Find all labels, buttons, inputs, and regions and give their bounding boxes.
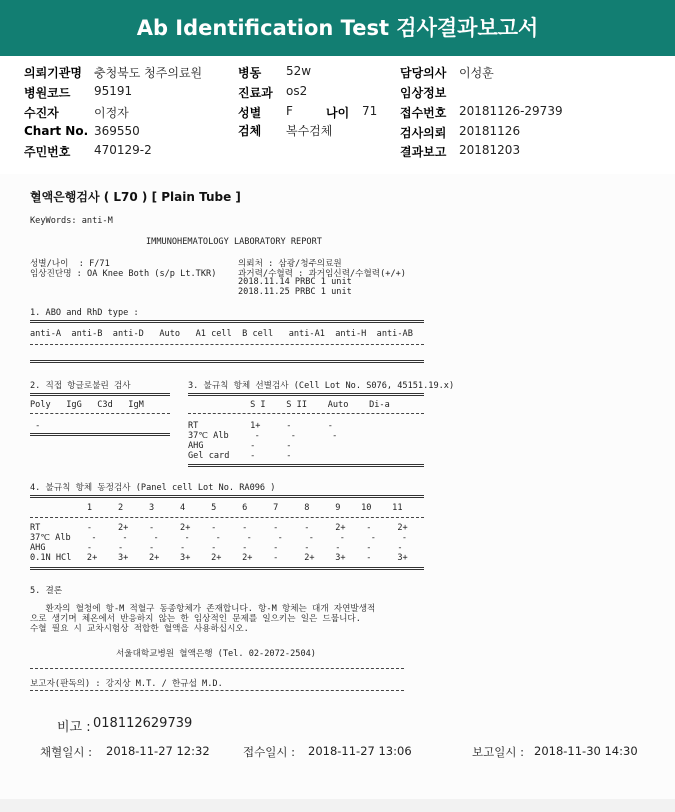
divider (30, 393, 170, 396)
divider (30, 360, 424, 363)
ward-label: 병동 (238, 66, 262, 80)
hospital-code-label: 병원코드 (24, 86, 71, 100)
lab-report-title: IMMUNOHEMATOLOGY LABORATORY REPORT (146, 237, 322, 247)
keywords: KeyWords: anti-M (30, 216, 113, 226)
divider (30, 413, 170, 414)
rrn-label: 주민번호 (24, 145, 71, 159)
reporter-line: 보고자(판독의) : 강지상 M.T. / 한규섭 M.D. (30, 679, 223, 689)
abo-table-header: anti-A anti-B anti-D Auto A1 cell B cell anti-A1 anti-H anti-AB (30, 329, 413, 339)
dept-value: os2 (286, 84, 308, 98)
chart-no-value: 369550 (94, 124, 140, 138)
reported-label: 보고일시 : (472, 745, 524, 759)
divider (30, 668, 404, 669)
dat-table-header: Poly IgG C3d IgM (30, 400, 144, 410)
screen-row: Gel card - - (188, 451, 292, 461)
specimen-label: 검체 (238, 124, 262, 138)
request-date-value: 20181126 (459, 124, 521, 138)
doctor-value: 이성훈 (459, 66, 494, 80)
history-entry: 2018.11.25 PRBC 1 unit (238, 287, 352, 297)
report-banner-title: Ab Identification Test 검사결과보고서 (0, 0, 675, 56)
reported-value: 2018-11-30 14:30 (534, 744, 638, 758)
divider (30, 433, 170, 436)
sex-value: F (286, 104, 293, 118)
history-line: 과거력/수혈력 : 과거임신력/수혈력(+/+) (238, 269, 406, 279)
note-value: 018112629739 (93, 716, 193, 731)
panel-row: 0.1N HCl 2+ 3+ 2+ 3+ 2+ 2+ - 2+ 3+ - 3+ (30, 553, 408, 563)
panel-row: 37℃ Alb - - - - - - - - - - - (30, 533, 407, 543)
divider (30, 567, 424, 570)
screen-row: 37℃ Alb - - - (188, 431, 338, 441)
blood-bank-contact: 서울대학교병원 혈액은행 (Tel. 02-2072-2504) (116, 649, 316, 659)
report-date-label: 결과보고 (400, 145, 447, 159)
divider (30, 690, 404, 691)
received-label: 접수일시 : (243, 745, 295, 759)
hospital-code-value: 95191 (94, 84, 133, 98)
divider (188, 413, 424, 414)
conclusion-text: 으로 생기며 체온에서 반응하지 않는 한 임상적인 문제를 일으키는 일은 드뭅니다. (30, 614, 361, 624)
screen-section-title: 3. 불규칙 항체 선별검사 (Cell Lot No. S076, 45151.19.x) (188, 381, 455, 391)
ward-value: 52w (286, 64, 312, 78)
chart-no-label: Chart No. (24, 124, 89, 138)
scanned-report (0, 174, 675, 799)
doctor-label: 담당의사 (400, 66, 447, 80)
received-value: 2018-11-27 13:06 (308, 744, 412, 758)
note-label: 비고 : (57, 720, 91, 735)
panel-table-header: 1 2 3 4 5 6 7 8 9 10 11 (30, 503, 403, 513)
screen-table-header: S I S II Auto Di-a (188, 400, 390, 410)
sex-age-line: 성별/나이 : F/71 (30, 259, 110, 269)
request-date-label: 검사의뢰 (400, 126, 447, 140)
divider (30, 495, 424, 498)
panel-section-title: 4. 불규칙 항체 동정검사 (Panel cell Lot No. RA096 ) (30, 483, 276, 493)
accession-label: 접수번호 (400, 106, 447, 120)
dat-value: - (30, 421, 41, 431)
patient-header (0, 56, 675, 174)
abo-section-title: 1. ABO and RhD type : (30, 308, 139, 318)
collected-value: 2018-11-27 12:32 (106, 744, 210, 758)
report-title: 혈액은행검사 ( L70 ) [ Plain Tube ] (30, 190, 241, 204)
history-entry: 2018.11.14 PRBC 1 unit (238, 277, 352, 287)
conclusion-title: 5. 결론 (30, 586, 63, 596)
institution-label: 의뢰기관명 (24, 66, 82, 80)
divider (30, 517, 424, 518)
recipient-value: 이정자 (94, 106, 129, 120)
clinical-info-label: 임상정보 (400, 86, 447, 100)
screen-row: RT 1+ - - (188, 421, 333, 431)
conclusion-text: 환자의 혈청에 항-M 적혈구 동종항체가 존재합니다. 항-M 항체는 대개 자연발생적 (30, 604, 376, 614)
screen-row: AHG - - (188, 441, 292, 451)
collected-label: 채혈일시 : (40, 745, 92, 759)
dat-section-title: 2. 직접 항글로불린 검사 (30, 381, 131, 391)
requester-line: 의뢰처 : 삼광/청주의료원 (238, 259, 342, 269)
accession-value: 20181126-29739 (459, 104, 563, 118)
specimen-value: 복수검체 (286, 124, 333, 138)
divider (188, 393, 424, 396)
rrn-value: 470129-2 (94, 143, 152, 157)
diagnosis-line: 임상진단명 : OA Knee Both (s/p Lt.TKR) (30, 269, 217, 279)
age-value: 71 (362, 104, 378, 118)
conclusion-text: 수혈 필요 시 교차시험상 적합한 혈액을 사용하십시오. (30, 624, 249, 634)
sex-label: 성별 (238, 106, 262, 120)
divider (30, 344, 424, 345)
institution-value: 충청북도 청주의료원 (94, 66, 203, 80)
panel-row: RT - 2+ - 2+ - - - - 2+ - 2+ (30, 523, 408, 533)
divider (30, 320, 424, 323)
report-date-value: 20181203 (459, 143, 521, 157)
dept-label: 진료과 (238, 86, 273, 100)
panel-row: AHG - - - - - - - - - - - (30, 543, 403, 553)
recipient-label: 수진자 (24, 106, 59, 120)
divider (188, 464, 424, 467)
age-label: 나이 (326, 106, 350, 120)
